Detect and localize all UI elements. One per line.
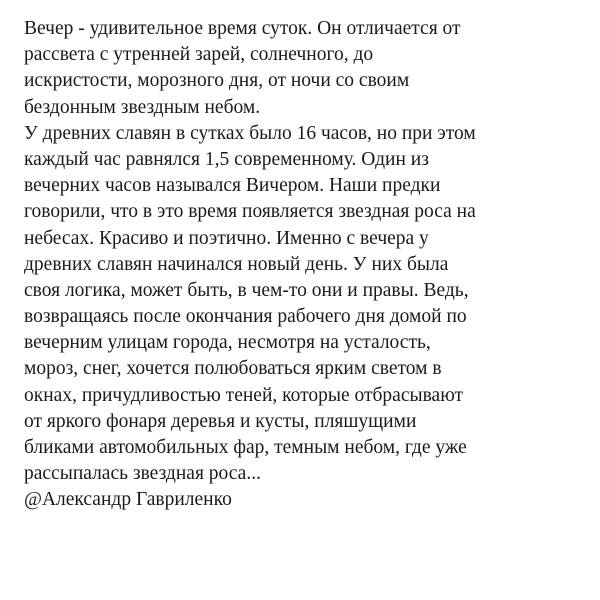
text-line: рассвета с утренней зарей, солнечного, до <box>24 44 374 66</box>
text-line: вечерних часов назывался Вичером. Наши предки <box>24 175 441 197</box>
text-line: небесах. Красиво и поэтично. Именно с вечера у <box>24 227 429 249</box>
text-line: своя логика, может быть, в чем-то они и правы. Ведь, <box>24 279 469 301</box>
text-line: бликами автомобильных фар, темным небом, где уже <box>24 437 467 458</box>
paragraph-1 <box>24 16 594 121</box>
text-line: мороз, снег, хочется полюбоваться ярким светом в <box>24 358 442 380</box>
text-line: говорили, что в это время появляется звездная роса на <box>24 201 476 223</box>
text-line: от яркого фонаря деревья и кусты, пляшущими <box>24 410 417 432</box>
text-line: У древних славян в сутках было 16 часов, но при этом <box>24 122 476 144</box>
text-line: каждый час равнялся 1,5 современному. Один из <box>24 148 429 170</box>
text-line: бездонным звездным небом. <box>24 96 261 118</box>
text-line: Вечер - удивительное время суток. Он отличается от <box>24 18 461 39</box>
text-line: возвращаясь после окончания рабочего дня домой по <box>24 306 467 328</box>
text-line: окнах, причудливостью теней, которые отбрасывают <box>24 384 464 406</box>
text-line: искристости, морозного дня, от ночи со своим <box>24 70 410 92</box>
paragraph-2 <box>24 121 594 488</box>
author-signature: @Александр Гавриленко <box>24 489 232 511</box>
text-line: вечерним улицам города, несмотря на усталость, <box>24 332 431 354</box>
text-line: рассыпалась звездная роса... <box>24 463 261 485</box>
text-line: древних славян начинался новый день. У них была <box>24 253 449 275</box>
text-body <box>24 16 594 514</box>
